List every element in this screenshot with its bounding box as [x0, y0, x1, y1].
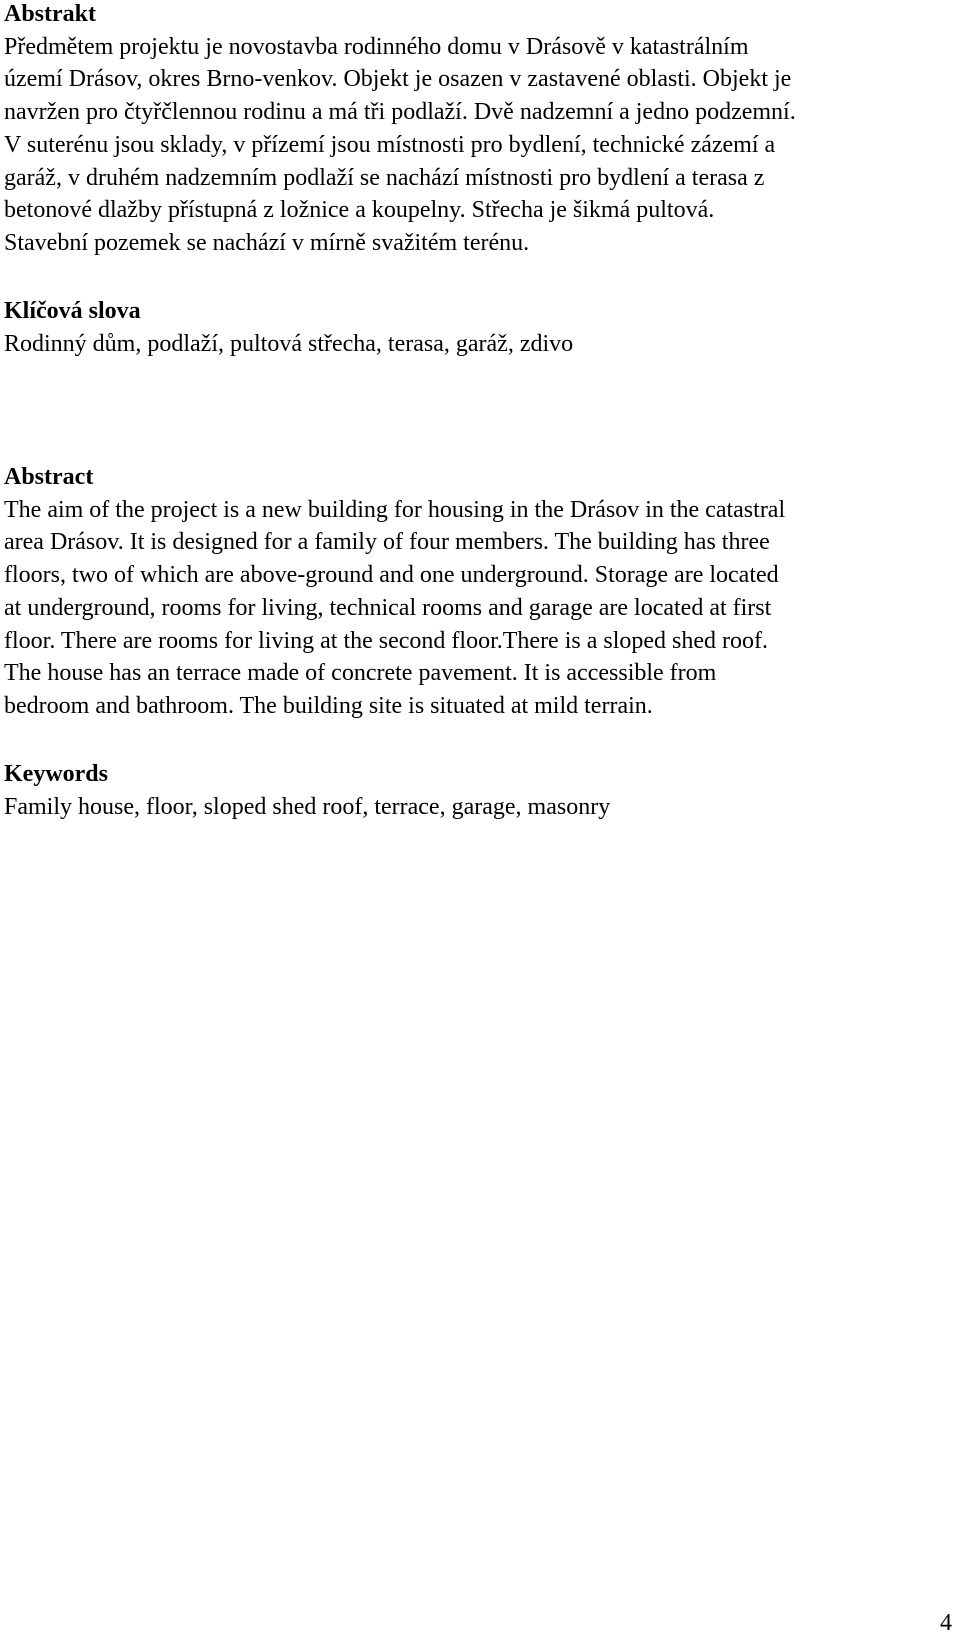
abstract-section	[4, 461, 954, 723]
keywords-section	[4, 758, 954, 823]
keywords-heading: Keywords	[4, 761, 108, 787]
abstract-heading: Abstract	[4, 464, 94, 490]
klicova-slova-heading: Klíčová slova	[4, 298, 141, 324]
klicova-slova-section	[4, 295, 954, 360]
abstrakt-text: Předmětem projektu je novostavba rodinného domu v Drásově v katastrálním území Drásov, okres Brno-venkov. Objekt je osazen v zastavené oblasti. Objekt je navržen pro čtyřčlennou rodinu a má tři podlaží. Dvě nadzemní a jedno podzemní. V suterénu jsou sklady, v přízemí jsou místnosti pro bydlení, technické zázemí a garáž, v druhém nadzemním podlaží se nachází místnosti pro bydlení a terasa z betonové dlažby přístupná z ložnice a koupelny. Střecha je šikmá pultová. Stavební pozemek se nachází v mírně svažitém terénu.	[4, 33, 796, 257]
klicova-slova-text: Rodinný dům, podlaží, pultová střecha, terasa, garáž, zdivo	[4, 330, 574, 357]
abstract-text: The aim of the project is a new building for housing in the Drásov in the catastral area Drásov. It is designed for a family of four members. The building has three floors, two of which are above-ground and one underground. Storage are located at underground, rooms for living, technical rooms and garage are located at first floor. There are rooms for living at the second floor.There is a sloped shed roof. The house has an terrace made of concrete pavement. It is accessible from bedroom and bathroom. The building site is situated at mild terrain.	[4, 496, 786, 720]
abstrakt-section	[4, 0, 954, 260]
abstrakt-heading: Abstrakt	[4, 1, 97, 27]
page-number: 4	[940, 1610, 952, 1636]
keywords-text: Family house, floor, sloped shed roof, terrace, garage, masonry	[4, 793, 611, 820]
